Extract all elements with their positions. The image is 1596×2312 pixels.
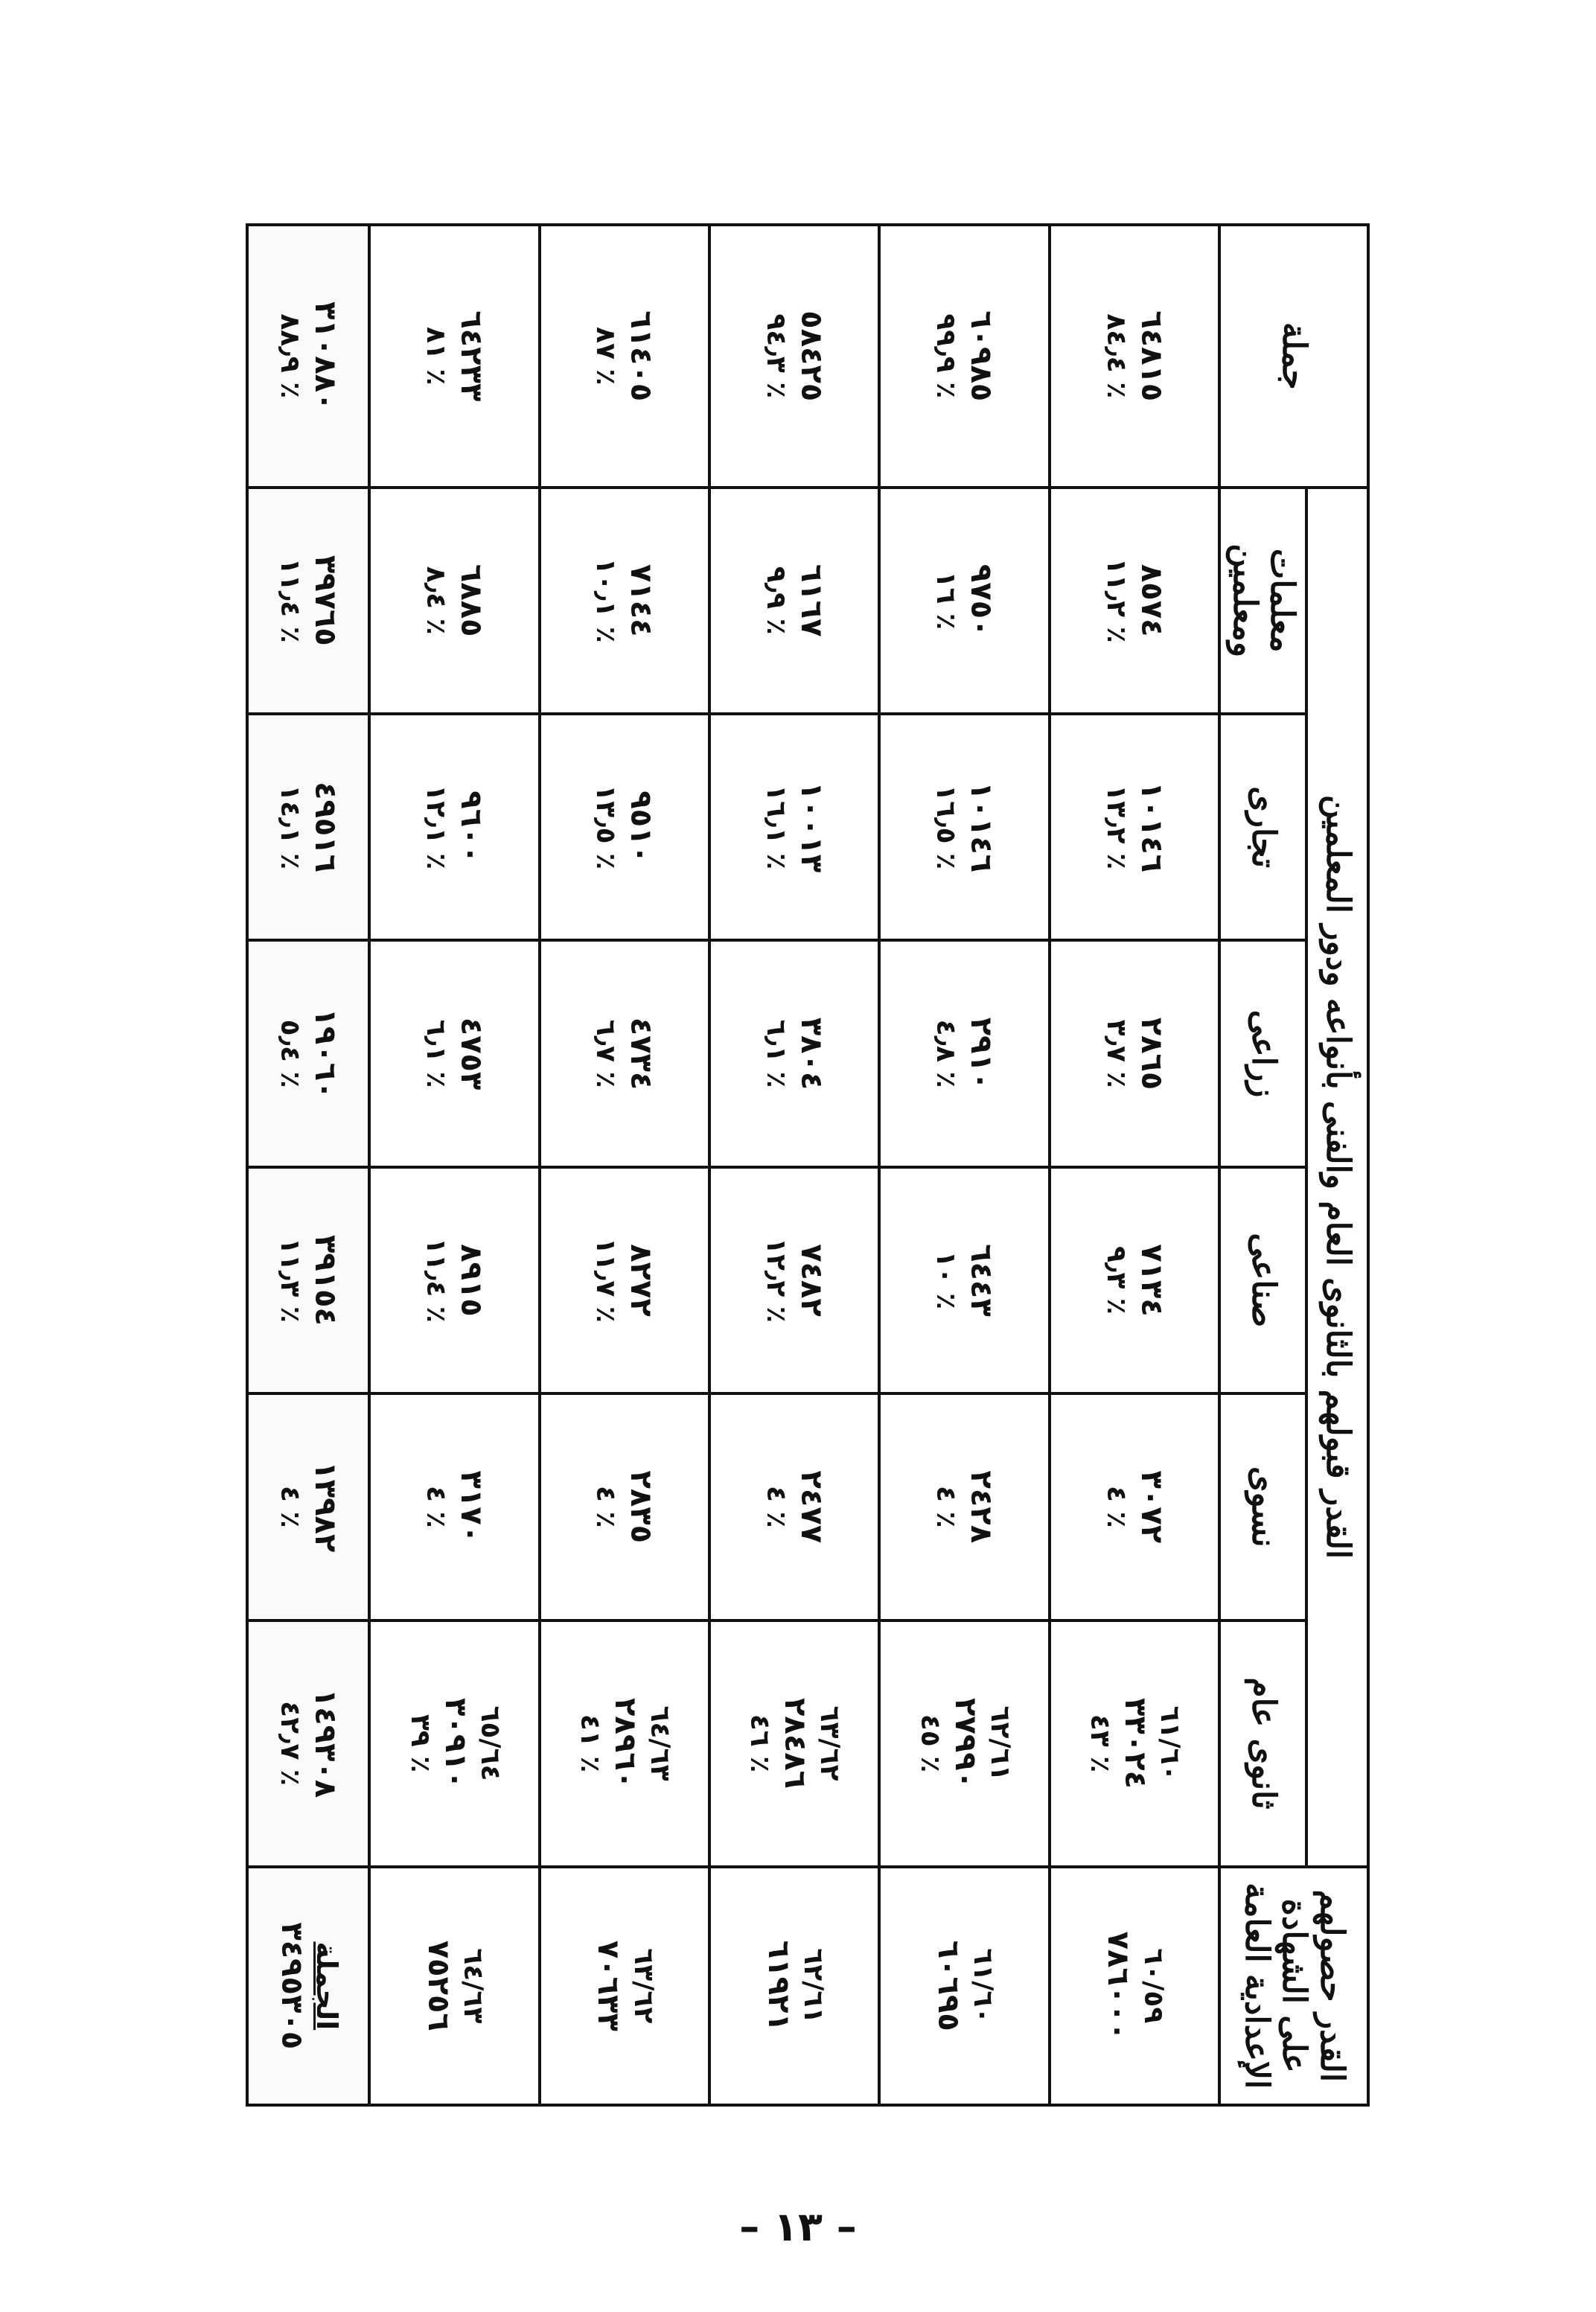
total-number: ٥٨٤٢٥ <box>794 310 829 402</box>
cell-percent: ٪ ٤ <box>760 1486 791 1528</box>
cell-percent: ٪ ٨٫٤ <box>421 566 452 635</box>
cell-number: ٢٨٦٥ <box>1134 1017 1169 1090</box>
cell-percent: ٪ ٤٫٨ <box>931 1019 962 1088</box>
page-number: – ١٣ – <box>739 2203 857 2250</box>
total-count: ٣٤٩٥٣٠٥ <box>275 1922 310 2050</box>
cell-total-value <box>247 714 369 940</box>
cell-year <box>369 1867 539 2105</box>
cell-percent: ٪ ١١٫٤ <box>421 1237 452 1323</box>
cell-grand-total <box>247 225 369 488</box>
row-count: ٦١٩٢١ <box>761 1940 796 2031</box>
cell-number: ٧٤٨٢ <box>794 1244 829 1317</box>
cell-number: ٧١٣٤ <box>1134 1244 1169 1317</box>
cell-value <box>540 1167 709 1393</box>
row-count: ٦٠٦٩٥ <box>931 1940 966 2031</box>
cell-total-value <box>247 1167 369 1393</box>
cell-number: ١٠١٤٦ <box>964 782 999 873</box>
cell-percent: ٪ ١٦٫١ <box>760 785 791 870</box>
cell-number: ٤٧٥٣ <box>454 1017 489 1090</box>
cell-value <box>880 1167 1050 1393</box>
cell-total <box>1050 225 1219 488</box>
total-cell-number: ١٣٩٨٢ <box>307 1461 342 1553</box>
table-row <box>709 225 879 2105</box>
cell-total-general <box>247 1620 369 1867</box>
cell-general <box>880 1620 1050 1867</box>
total-percent: ٪ ٨٧ <box>590 327 622 386</box>
total-number: ٦٤٢٣٣ <box>454 310 489 402</box>
sec-value: ٢٧٩٩٠ <box>948 1698 983 1789</box>
sec-year: ٦٣/٦٢ <box>814 1705 846 1781</box>
total-cell-percent: ٪ ٥٫٤ <box>274 1019 305 1088</box>
cell-number: ٦٨٨٥ <box>454 563 489 637</box>
cell-value <box>1050 1167 1219 1393</box>
row-count: ٧٠٦٣٣ <box>591 1940 626 2031</box>
header-col-teachers: معلمات ومعلمين <box>1219 488 1306 714</box>
total-percent: ٪ ٩٤٫٣ <box>760 313 791 399</box>
cell-percent: ٪ ١١٫٧ <box>590 1237 622 1323</box>
table-body <box>247 225 1219 2105</box>
row-year: ٦١/٦٠ <box>968 1948 999 2024</box>
cell-total-value <box>247 1393 369 1620</box>
cell-value <box>369 714 539 940</box>
cell-percent: ٪ ١٦٫٥ <box>931 785 962 870</box>
cell-total <box>369 225 539 488</box>
total-cell-percent: ٪ ١٤٫١ <box>274 785 305 870</box>
cell-year <box>709 1867 879 2105</box>
header-col-agricultural: زراعى <box>1219 940 1306 1166</box>
cell-value <box>540 940 709 1166</box>
cell-value <box>540 714 709 940</box>
cell-percent: ٪ ١٢٫٢ <box>760 1237 791 1323</box>
cell-value <box>369 1167 539 1393</box>
statistics-table <box>246 223 1370 2107</box>
cell-number: ٣٠٧٢ <box>1134 1470 1169 1544</box>
cell-value <box>880 940 1050 1166</box>
total-number: ٦٤٨١٥ <box>1134 310 1169 402</box>
cell-number: ٣١٧٠ <box>454 1470 489 1544</box>
cell-percent: ٪ ١٣٫٥ <box>590 785 622 870</box>
cell-number: ٦١٦٧ <box>794 563 829 637</box>
table-row <box>880 225 1050 2105</box>
total-percent: ٪ ٨١ <box>421 327 452 386</box>
cell-total-label <box>247 1867 369 2105</box>
cell-number: ٢٤٢٨ <box>964 1470 999 1544</box>
total-percent: ٪ ٨٤٫٤ <box>1100 313 1131 399</box>
cell-value <box>709 714 879 940</box>
cell-number: ١٠٠١٣ <box>794 782 829 873</box>
cell-number: ٩٦٠٠ <box>454 791 489 863</box>
total-cell-percent: ٪ ١١٫٤ <box>274 558 305 643</box>
cell-number: ١٠١٤٦ <box>1134 782 1169 873</box>
cell-general <box>709 1620 879 1867</box>
total-label: الجملة <box>310 1941 344 2031</box>
cell-year <box>1050 1867 1219 2105</box>
cell-value <box>369 940 539 1166</box>
cell-value <box>369 488 539 714</box>
sec-percent: ٪ ٤١ <box>574 1714 605 1773</box>
cell-number: ٦٤٤٣ <box>964 1244 999 1317</box>
cell-percent: ٪ ١٣٫٢ <box>1100 785 1131 870</box>
table-total-row <box>247 225 369 2105</box>
sec-year: ٦١/٦٠ <box>1155 1705 1186 1781</box>
cell-year <box>880 1867 1050 2105</box>
cell-percent: ٪ ٩٫٣ <box>1100 1245 1131 1315</box>
cell-value <box>880 714 1050 940</box>
sec-value: ٣٣٠٢٤ <box>1117 1698 1152 1789</box>
total-cell-percent: ٪ ١١٫٣ <box>274 1237 305 1323</box>
cell-total-value <box>247 488 369 714</box>
sec-value: ٢٨٤٨٦ <box>778 1698 813 1789</box>
sec-value: ٢٨٩٦٠ <box>607 1698 642 1789</box>
header-first-col: القدر حصولهم على الشهادة الإعدادية العامة <box>1219 1867 1368 2105</box>
cell-percent: ٪ ١٦ <box>931 571 962 630</box>
header-col-general: ثانوى عام <box>1219 1620 1306 1867</box>
row-count: ٧٨٦٠٠٠ <box>1101 1931 1136 2041</box>
cell-percent: ٪ ١٠ <box>931 1251 962 1310</box>
cell-value <box>369 1393 539 1620</box>
total-sec-percent: ٪ ٤٢٫٧ <box>274 1701 305 1786</box>
cell-percent: ٪ ١٠٫١ <box>590 558 622 643</box>
row-count: ٧٥٢٥٦ <box>421 1940 456 2031</box>
row-year: ٦٢/٦١ <box>797 1948 829 2024</box>
cell-number: ٨٢٧٢ <box>624 1244 659 1317</box>
cell-total <box>880 225 1050 488</box>
cell-number: ٨٥٧٤ <box>1134 563 1169 637</box>
total-cell-percent: ٪ ٤ <box>274 1486 305 1528</box>
total-number: ٦٠٩٨٥ <box>964 310 999 402</box>
cell-percent: ٪ ٤ <box>1100 1486 1131 1528</box>
cell-value <box>880 1393 1050 1620</box>
cell-general <box>1050 1620 1219 1867</box>
total-percent: ٪ ٩٩٫٩ <box>931 313 962 399</box>
cell-percent: ٪ ٦٫٧ <box>590 1019 622 1088</box>
sec-year: ٦٥/٦٤ <box>474 1705 505 1781</box>
sec-year: ٦٢/٦١ <box>984 1705 1015 1781</box>
header-row-1 <box>1306 225 1368 2105</box>
cell-value <box>709 488 879 714</box>
cell-value <box>1050 714 1219 940</box>
cell-value <box>540 1393 709 1620</box>
cell-value <box>1050 488 1219 714</box>
header-total-col: جملة <box>1219 225 1368 488</box>
grand-total-number: ٣١٠٨٨٠ <box>307 301 342 411</box>
table-row <box>1050 225 1219 2105</box>
row-year: ٦٠/٥٩ <box>1137 1948 1169 2024</box>
total-cell-number: ٣٩١٥٤ <box>307 1234 342 1326</box>
cell-year <box>540 1867 709 2105</box>
table-row <box>540 225 709 2105</box>
cell-number: ٢٤٧٧ <box>794 1470 829 1544</box>
rotated-table-wrapper <box>246 223 1370 2107</box>
sec-percent: ٪ ٤٣ <box>1084 1714 1115 1773</box>
cell-general <box>540 1620 709 1867</box>
header-row-2 <box>1219 225 1306 2105</box>
cell-value <box>709 1393 879 1620</box>
cell-number: ٢٩١٠ <box>964 1017 999 1090</box>
cell-number: ٩٥١٠ <box>624 791 659 863</box>
sec-percent: ٪ ٤٥ <box>914 1714 945 1773</box>
cell-percent: ٪ ٣٫٧ <box>1100 1019 1131 1088</box>
total-cell-number: ١٩٠٦٠ <box>307 1008 342 1099</box>
header-col-women: نسوى <box>1219 1393 1306 1620</box>
cell-value <box>1050 940 1219 1166</box>
cell-percent: ٪ ١١٫٢ <box>1100 558 1131 643</box>
row-year: ٦٤/٦٣ <box>458 1948 489 2024</box>
cell-value <box>1050 1393 1219 1620</box>
cell-value <box>880 488 1050 714</box>
sec-year: ٦٤/٦٣ <box>645 1705 676 1781</box>
rotated-table-frame <box>246 223 1370 2107</box>
table-row <box>369 225 539 2105</box>
cell-percent: ٪ ٩٫٩ <box>760 566 791 635</box>
sec-percent: ٪ ٣٩ <box>404 1714 435 1773</box>
cell-total <box>709 225 879 488</box>
total-cell-number: ٣٩٧٦٥ <box>307 555 342 646</box>
cell-number: ٤٧٣٤ <box>624 1017 659 1090</box>
cell-percent: ٪ ٤ <box>931 1486 962 1528</box>
grand-total-percent: ٪ ٨٨٫٩ <box>274 313 305 399</box>
cell-value <box>709 940 879 1166</box>
cell-number: ٢٨٣٥ <box>624 1470 659 1544</box>
row-year: ٦٣/٦٢ <box>628 1948 659 2024</box>
cell-percent: ٪ ٤ <box>421 1486 452 1528</box>
total-cell-number: ٤٩٥١٦ <box>307 782 342 873</box>
cell-percent: ٪ ٦٫١ <box>760 1019 791 1088</box>
cell-percent: ٪ ٤ <box>590 1486 622 1528</box>
total-sec-value: ١٤٩٣٠٨ <box>307 1688 342 1798</box>
cell-total <box>540 225 709 488</box>
total-number: ٦١٤٠٥ <box>624 310 659 402</box>
cell-value <box>709 1167 879 1393</box>
cell-general <box>369 1620 539 1867</box>
header-group-title: القدر قبولهم بالثانوى العام والفنى بأنواعه ودور المعلمين <box>1306 488 1368 1867</box>
cell-number: ٩٧٥٠ <box>964 563 999 637</box>
cell-number: ٣٨٠٤ <box>794 1017 829 1090</box>
cell-percent: ٪ ٦٫١ <box>421 1019 452 1088</box>
cell-percent: ٪ ١٢٫١ <box>421 785 452 870</box>
sec-percent: ٪ ٤٦ <box>744 1714 776 1773</box>
sec-value: ٣٠٩١٠ <box>438 1698 473 1789</box>
cell-value <box>540 488 709 714</box>
cell-number: ٧١٤٤ <box>624 563 659 637</box>
header-col-commercial: تجارى <box>1219 714 1306 940</box>
header-col-industrial: صناعى <box>1219 1167 1306 1393</box>
cell-number: ٨٩١٥ <box>454 1244 489 1317</box>
cell-total-value <box>247 940 369 1166</box>
